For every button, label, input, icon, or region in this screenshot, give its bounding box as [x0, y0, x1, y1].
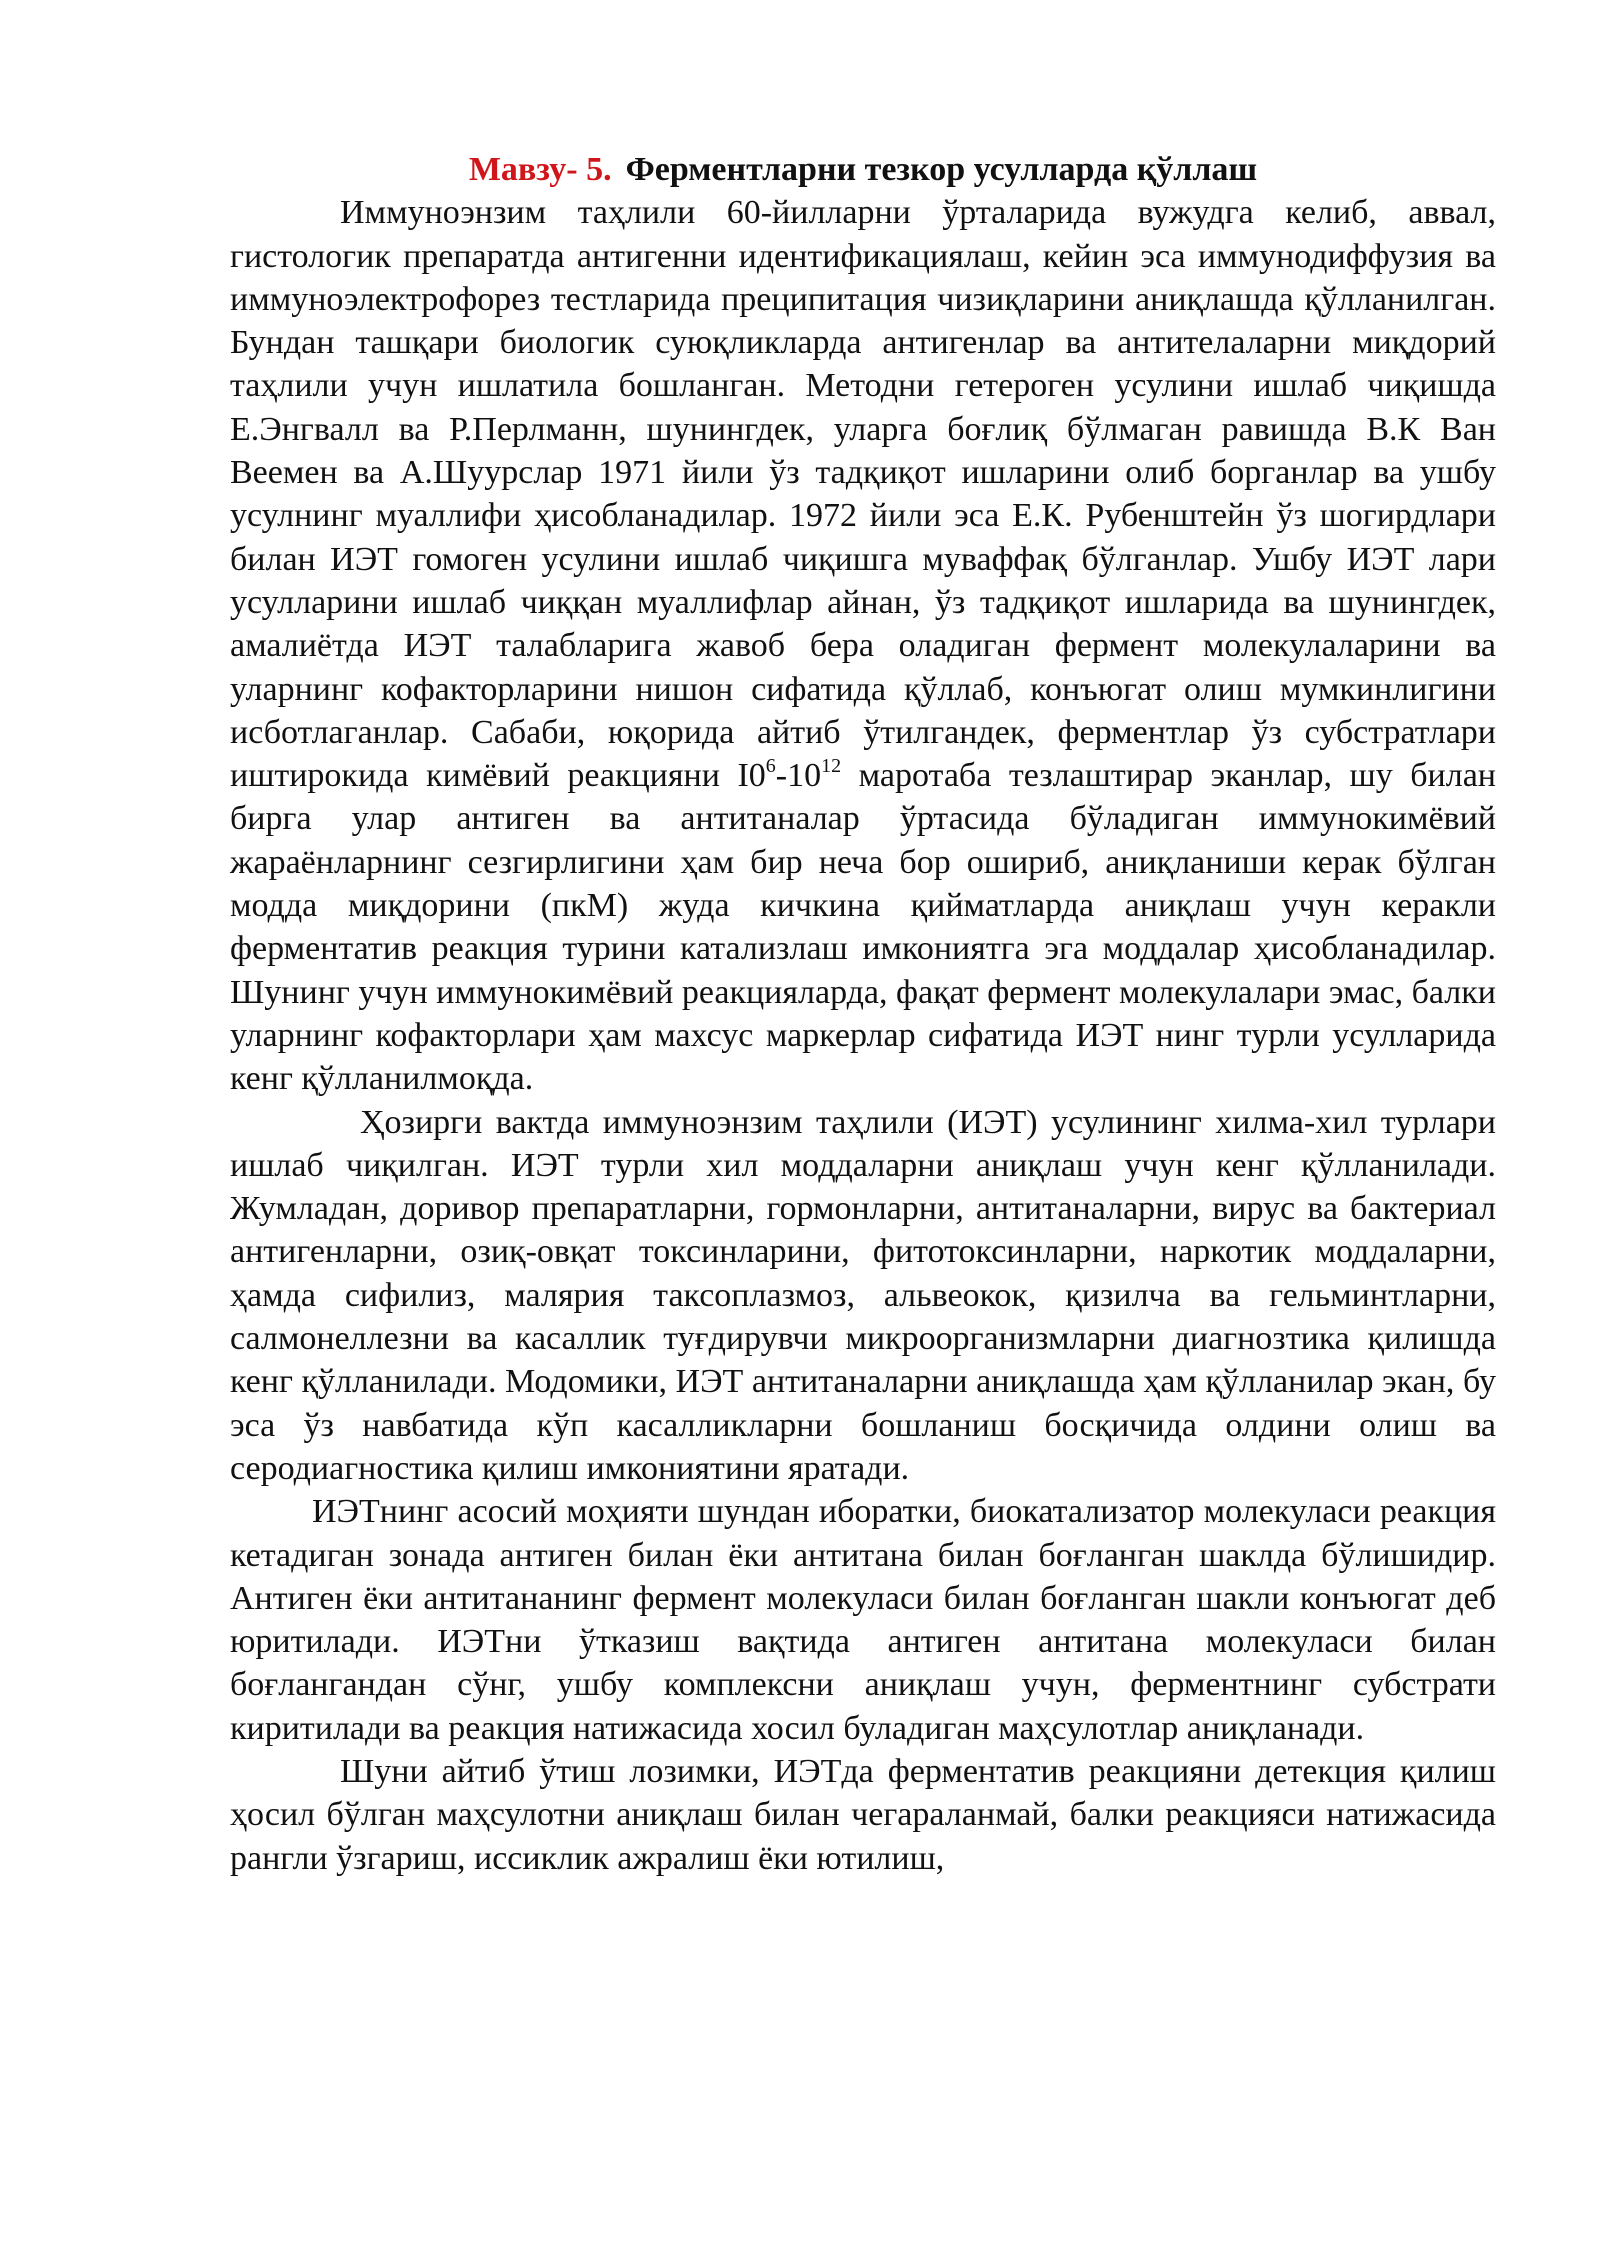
paragraph-detection: Шуни айтиб ўтиш лозимки, ИЭТда ферментатив реакцияни детекция қилиш ҳосил бўлган маҳсулотни аниқлаш билан чегараланмай, балки реакцияси натижасида рангли ўзгариш, иссиклик ажралиш ёки ютилиш,	[230, 1752, 1496, 1877]
paragraph-essence: ИЭТнинг асосий моҳияти шундан иборатки, биокатализатор молекуласи реакция кетадиган зонада антиген билан ёки антитана билан боғланган шаклда бўлишидир. Антиген ёки антитананинг фермент молекуласи билан боғланган шакли конъюгат деб юритилади. ИЭТни ўтказиш вақтида антиген антитана молекуласи билан боғлангандан сўнг, ушбу комплексни аниқлаш учун, ферментнинг субстрати киритилади ва реакция натижасида хосил буладиган маҳсулотлар аниқланади.	[230, 1493, 1496, 1747]
superscript-exponent-6: 6	[765, 755, 776, 778]
paragraph-history-text-1: Иммуноэнзим таҳлили 60-йилларни ўрталарида вужудга келиб, аввал, гистологик препаратда антигенни идентификациялаш, кейин эса иммунодиффузия ва иммуноэлектрофорез тестларида преципитация чизиқларини аниқлашда қўлланилган. Бундан ташқари биологик суюқликларда антигенлар ва антителаларни миқдорий таҳлили учун ишлатила бошланган. Методни гетероген усулини ишлаб чиқишда Е.Энгвалл ва Р.Перлманн, шунингдек, уларга боғлиқ бўлмаган равишда В.К Ван Веемен ва А.Шуурслар 1971 йили ўз тадқиқот ишларини олиб борганлар ва ушбу усулнинг муаллифи ҳисобланадилар. 1972 йили эса Е.К. Рубенштейн ўз шогирдлари билан ИЭТ гомоген усулини ишлаб чиқишга муваффақ бўлганлар. Ушбу ИЭТ лари усулларини ишлаб чиққан муаллифлар айнан, ўз тадқиқот ишларида ва шунингдек, амалиётда ИЭТ талабларига жавоб бера оладиган фермент молекулаларини ва уларнинг кофакторларини нишон сифатида қўллаб, конъюгат олиш мумкинлигини исботлаганлар. Сабаби, юқорида айтиб ўтилгандек, ферментлар ўз субстратлари иштирокида кимёвий реакцияни I0	[230, 194, 1496, 795]
superscript-exponent-12: 12	[821, 755, 842, 778]
paragraph-history-text-2: -10	[775, 757, 822, 795]
paragraph-applications: Ҳозирги вактда иммуноэнзим таҳлили (ИЭТ) усулининг хилма-хил турлари ишлаб чиқилган. ИЭТ турли хил моддаларни аниқлаш учун кенг қўлланилади. Жумладан, доривор препаратларни, гормонларни, антитаналарни, вирус ва бактериал антигенларни, озиқ-овқат токсинларини, фитотоксинларни, наркотик моддаларни, ҳамда сифилиз, малярия таксоплазмоз, альвеокок, қизилча ва гельминтларни, салмонеллезни ва касаллик туғдирувчи микроорганизмларни диагнозтика қилишда кенг қўлланилади. Модомики, ИЭТ антитаналарни аниқлашда ҳам қўлланилар экан, бу эса ўз навбатида кўп касалликларни бошланиш босқичида олдини олиш ва серодиагностика қилиш имкониятини яратади.	[230, 1103, 1496, 1487]
paragraph-history	[230, 191, 1496, 1100]
document-title	[230, 148, 1496, 191]
topic-number: Мавзу- 5.	[468, 151, 612, 188]
paragraph-history-text-3: маротаба тезлаштирар эканлар, шу билан бирга улар антиген ва антитаналар ўртасида бўладиган иммунокимёвий жараёнларнинг сезгирлигини ҳам бир неча бор ошириб, аниқланиши керак бўлган модда миқдорини (пкМ) жуда кичкина қийматларда аниқлаш учун керакли ферментатив реакция турини катализлаш имкониятга эга моддалар ҳисобланадилар. Шунинг учун иммунокимёвий реакцияларда, фақат фермент молекулалари эмас, балки уларнинг кофакторлари ҳам махсус маркерлар сифатида ИЭТ нинг турли усулларида кенг қўлланилмоқда.	[230, 757, 1496, 1098]
document-page	[230, 148, 1496, 1880]
topic-heading: Ферментларни тезкор усулларда қўллаш	[625, 151, 1258, 188]
